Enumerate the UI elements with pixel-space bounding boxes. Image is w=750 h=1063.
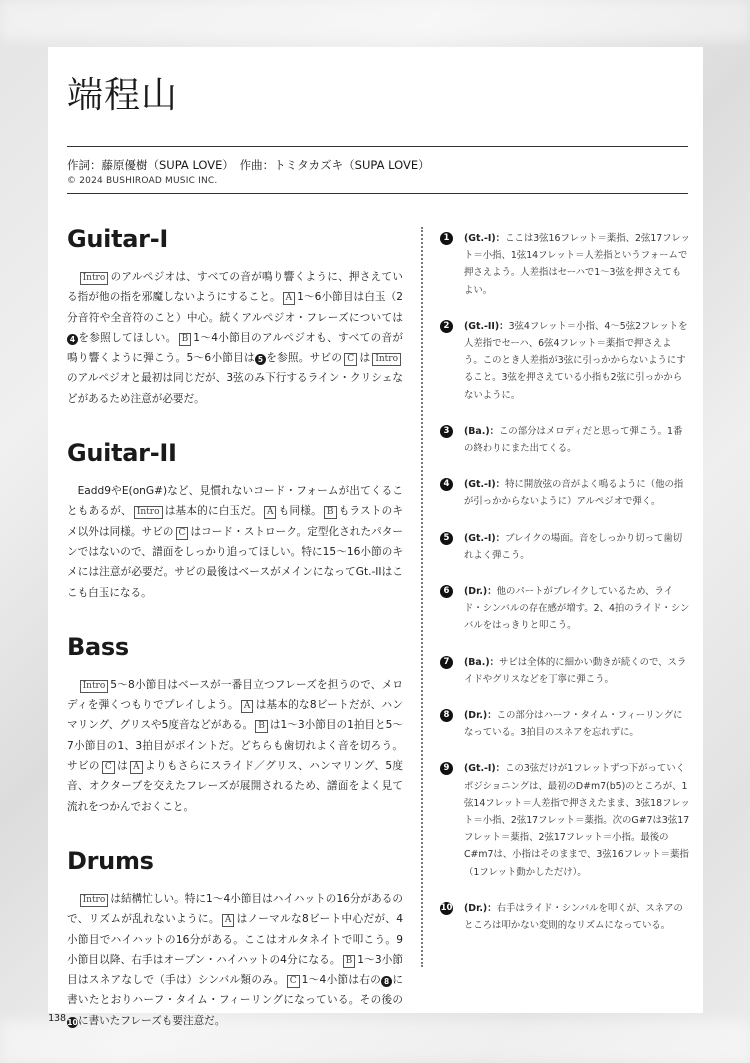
body-text: は基本的に白玉だ。 <box>164 505 262 518</box>
section-title: Bass <box>67 632 129 661</box>
note-number-icon: 5 <box>440 532 453 545</box>
note-ref-icon: 8 <box>381 976 392 987</box>
body-text: 1～6小節目は白玉（2分音符や全音符のこと）中心。続くアルペジオ・フレーズについては <box>67 291 403 324</box>
note-text: 他のパートがブレイクしているため、ライド・シンバルの存在感が増す。2、4拍のライド・シンバルをはっきりと叩こう。 <box>464 586 690 632</box>
note-item <box>440 423 690 457</box>
rehearsal-mark: Intro <box>80 272 109 285</box>
note-item <box>440 654 690 688</box>
note-item <box>440 230 690 299</box>
body-text: 1～4小節は右の <box>301 974 382 987</box>
body-text: はコード・ストローク。定型化されたパターンではないので、譜面をしっかり追ってほしい。特に15～16小節のキメには注意が必要だ。サビの最後はベースがメインになってGt.-IIはここも白玉になる。 <box>67 525 404 599</box>
body-text: もラストのキメ以外は同様。サビの <box>67 505 404 538</box>
rehearsal-mark: B <box>255 720 268 733</box>
notes-list <box>440 230 690 953</box>
rehearsal-mark: A <box>241 700 254 713</box>
background-texture <box>0 0 750 40</box>
note-part: (Gt.-I)： <box>464 233 506 244</box>
note-item <box>440 900 690 934</box>
rehearsal-mark: Intro <box>372 353 401 366</box>
body-text: 1～4小節目のアルペジオも、すべての音が鳴り響くように弾こう。5～6小節目は <box>67 331 404 365</box>
note-number-icon: 10 <box>440 902 453 913</box>
body-text: 5～8小節目はベースが一番目立つフレーズを担うので、メロディを弾くつもりでプレイしよう。 <box>67 678 403 712</box>
rehearsal-mark: B <box>324 506 337 519</box>
copyright: © 2024 BUSHIROAD MUSIC INC. <box>67 176 218 186</box>
body-text: はノーマルな8ビート中心だが、4小節目でハイハットの16分がある。ここはオルタネイトで叩こう。9小節目以降、右手はオープン・ハイハットの4分になる。 <box>67 913 403 966</box>
note-item <box>440 707 690 741</box>
note-part: (Dr.)： <box>464 902 497 914</box>
note-item <box>440 318 690 404</box>
rehearsal-mark: B <box>343 955 356 968</box>
bottom-rule <box>67 193 688 194</box>
note-part: (Dr.)： <box>464 710 497 722</box>
note-text: この部分はメロディだと思って弾こう。1番の終わりにまた出てくる。 <box>464 425 683 455</box>
note-ref-icon: 5 <box>255 354 266 365</box>
note-text: 右手はライド・シンバルを叩くが、スネアのところは叩かない変則的なリズムになっている。 <box>464 902 683 932</box>
note-number-icon: 2 <box>440 320 453 333</box>
note-item <box>440 530 690 564</box>
song-title: 端程山 <box>67 75 179 116</box>
rehearsal-mark: Intro <box>80 894 109 907</box>
body-text: に書いたフレーズも要注意だ。 <box>78 1014 226 1027</box>
rehearsal-mark: C <box>287 975 300 988</box>
section-title: Guitar-I <box>67 225 169 253</box>
top-rule <box>67 146 688 147</box>
note-part: (Gt.-II)： <box>464 320 509 332</box>
rehearsal-mark: A <box>130 761 143 774</box>
body-text: Eadd9やE(onG#)など、見慣れないコード・フォームが出てくることもあるが、 <box>67 485 403 518</box>
rehearsal-mark: Intro <box>80 680 109 693</box>
rehearsal-mark: Intro <box>134 506 163 519</box>
note-number-icon: 1 <box>440 232 453 245</box>
body-text: よりもさらにスライド／グリス、ハンマリング、5度音、オクターブを交えたフレーズが展開されるため、譜面をよく見て流れをつかんでおくこと。 <box>67 760 404 813</box>
body-text: 1～3小節目はスネアなしで（手は）シンバル類のみ。 <box>67 953 404 987</box>
note-number-icon: 4 <box>440 478 453 491</box>
section-title: Guitar-II <box>67 439 177 468</box>
note-text: ここは3弦16フレット＝薬指、2弦17フレット＝小指、1弦14フレット＝人差指というフォームで押さえよう。人差指はセーハで1～3弦を押さえてもよい。 <box>464 233 690 296</box>
page-number: 138 <box>48 1013 67 1024</box>
instrument-sections <box>67 225 403 1061</box>
note-text: サビは全体的に細かい動きが続くので、スライドやグリスなどを丁寧に弾こう。 <box>464 656 687 685</box>
body-text: を参照。サビの <box>265 352 343 365</box>
note-item <box>440 760 690 880</box>
rehearsal-mark: A <box>222 914 235 927</box>
rehearsal-mark: A <box>283 292 296 305</box>
body-text: も同様。 <box>278 505 322 518</box>
note-text: この3弦だけが1フレットずつ下がっていくポジショニングは、最初のD#m7(b5)のところが、1弦14フレット＝人差指で押さえたまま、3弦18フレット＝小指、2弦17フレット＝薬指。次のG#7は3弦17フレット＝薬指、2弦17フレット＝小指。最後のC#m7は、小指はそのままで、3弦16フレット＝薬指（1フレット動かしただけ）。 <box>464 763 690 878</box>
note-part: (Ba.)： <box>464 656 499 668</box>
note-ref-icon: 10 <box>67 1017 78 1027</box>
note-text: この部分はハーフ・タイム・フィーリングになっている。3拍目のスネアを忘れずに。 <box>464 710 683 739</box>
rehearsal-mark: C <box>102 761 115 774</box>
section-body <box>67 267 403 409</box>
rehearsal-mark: B <box>179 333 192 346</box>
rehearsal-mark: C <box>344 353 357 366</box>
credits-line: 作詞：藤原優樹（SUPA LOVE） 作曲：トミタカズキ（SUPA LOVE） <box>67 158 430 172</box>
rehearsal-mark: C <box>176 527 189 540</box>
note-part: (Ba.)： <box>464 425 499 437</box>
body-text: を参照してほしい。 <box>78 331 177 344</box>
note-part: (Gt.-I)： <box>464 532 506 544</box>
note-item <box>440 476 690 510</box>
body-text: に書いたとおりハーフ・タイム・フィーリングになっている。その後の <box>67 974 403 1007</box>
body-text: は1～3小節目の1拍目と5～7小節目の1、3拍目がポイントだ。どちらも歯切れよく音を切ろう。サビの <box>67 719 403 773</box>
body-text: は <box>116 760 129 773</box>
note-ref-icon: 4 <box>67 334 78 345</box>
body-text: は結構忙しい。特に1～4小節目はハイハットの16分があるので、リズムが乱れないように。 <box>67 892 403 926</box>
body-text: のアルペジオと最初は同じだが、3弦のみ下行するライン・クリシェなどがあるため注意が必要だ。 <box>67 372 403 405</box>
section-body <box>67 481 403 603</box>
rehearsal-mark: A <box>264 506 277 519</box>
column-divider <box>421 227 423 967</box>
note-number-icon: 8 <box>440 709 453 722</box>
body-text: は基本的な8ビートだが、ハンマリング、グリスや5度音などがある。 <box>67 699 403 732</box>
note-text: 特に開放弦の音がよく鳴るように（他の指が引っかからないように）アルペジオで弾く。 <box>464 479 684 508</box>
section-body <box>67 675 403 817</box>
note-part: (Dr.)： <box>464 586 497 598</box>
note-part: (Gt.-I)： <box>464 763 506 775</box>
note-part: (Gt.-I)： <box>464 479 506 491</box>
note-item <box>440 583 690 635</box>
credits <box>67 157 430 189</box>
note-text: 3弦4フレット＝小指、4～5弦2フレットを人差指でセーハ、6弦4フレット＝薬指で押さえよう。このとき人差指が3弦に引っかからないようにすること。3弦を押さえている小指も2弦に引っかからないように。 <box>464 320 688 401</box>
section-body <box>67 889 403 1031</box>
note-number-icon: 6 <box>440 585 453 598</box>
body-text: のアルペジオは、すべての音が鳴り響くように、押さえている指が他の指を邪魔しないようにすること。 <box>67 271 403 304</box>
note-number-icon: 3 <box>440 425 453 438</box>
note-number-icon: 9 <box>440 762 453 775</box>
body-text: は <box>359 352 371 365</box>
note-number-icon: 7 <box>440 656 453 669</box>
note-text: ブレイクの場面。音をしっかり切って歯切れよく弾こう。 <box>464 532 683 561</box>
section-title: Drums <box>67 846 154 875</box>
